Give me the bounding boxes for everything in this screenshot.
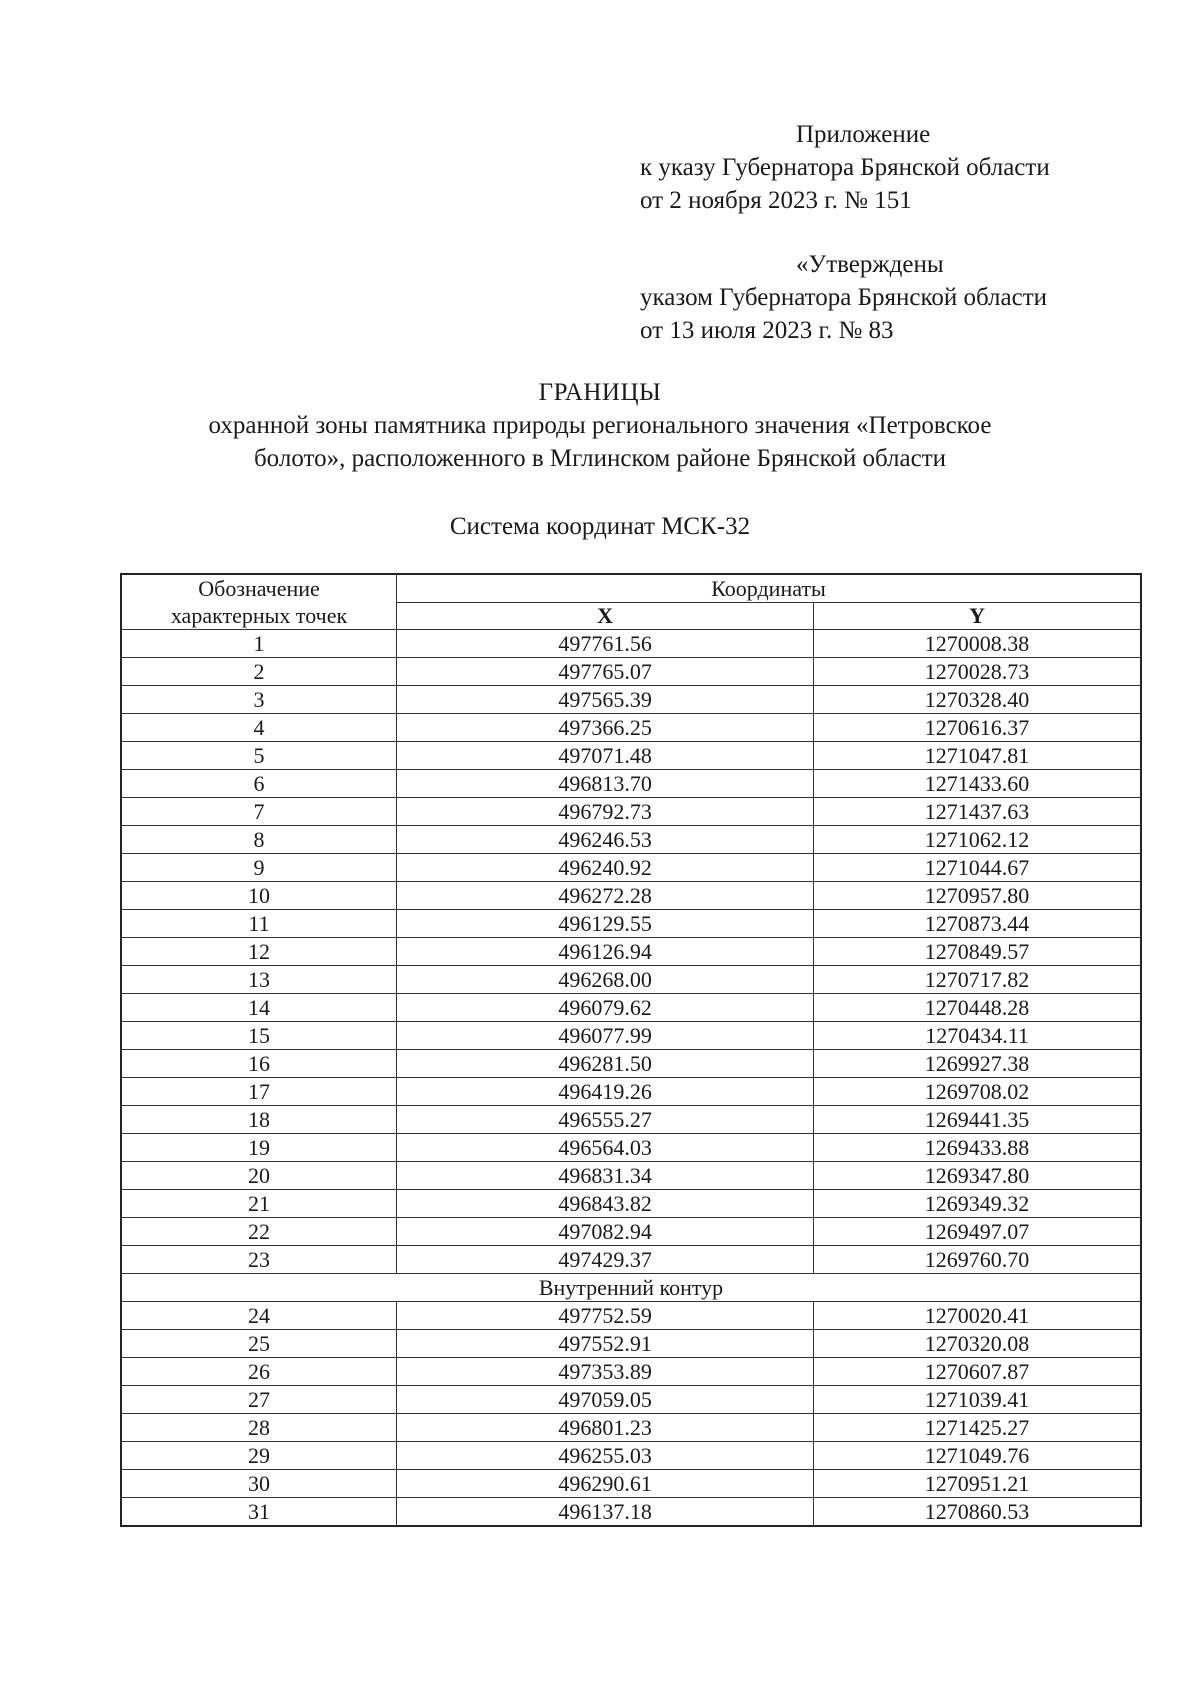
x-coordinate-cell: 497761.56 <box>397 630 814 658</box>
y-coordinate-cell: 1270020.41 <box>814 1302 1141 1330</box>
coordinates-table <box>120 573 1142 1527</box>
approved-title: «Утверждены <box>796 251 944 278</box>
approved-decree-ref: указом Губернатора Брянской области <box>640 284 1048 311</box>
annex-date-number: от 2 ноября 2023 г. № 151 <box>640 187 912 214</box>
point-number-cell: 11 <box>121 910 397 938</box>
y-coordinate-cell: 1270328.40 <box>814 686 1141 714</box>
y-coordinate-cell: 1270008.38 <box>814 630 1141 658</box>
y-coordinate-cell: 1270320.08 <box>814 1330 1141 1358</box>
x-coordinate-cell: 496129.55 <box>397 910 814 938</box>
annex-title: Приложение <box>796 121 931 148</box>
point-number-cell: 10 <box>121 882 397 910</box>
table-row <box>121 1246 1141 1274</box>
title-line-1: охранной зоны памятника природы регионального значения «Петровское <box>208 412 992 439</box>
table-row <box>121 1022 1141 1050</box>
table-row <box>121 910 1141 938</box>
table-row <box>121 882 1141 910</box>
table-row <box>121 1162 1141 1190</box>
table-row <box>121 826 1141 854</box>
table-row <box>121 1050 1141 1078</box>
table-body <box>121 630 1141 1527</box>
point-number-cell: 17 <box>121 1078 397 1106</box>
y-coordinate-cell: 1270873.44 <box>814 910 1141 938</box>
y-coordinate-cell: 1270957.80 <box>814 882 1141 910</box>
y-coordinate-cell: 1269433.88 <box>814 1134 1141 1162</box>
x-coordinate-cell: 496281.50 <box>397 1050 814 1078</box>
point-number-cell: 18 <box>121 1106 397 1134</box>
annex-block <box>640 118 1050 217</box>
x-coordinate-cell: 496792.73 <box>397 798 814 826</box>
table-row <box>121 714 1141 742</box>
point-number-cell: 2 <box>121 658 397 686</box>
y-coordinate-cell: 1271049.76 <box>814 1442 1141 1470</box>
x-coordinate-cell: 497429.37 <box>397 1246 814 1274</box>
y-coordinate-cell: 1271425.27 <box>814 1414 1141 1442</box>
table-row <box>121 1302 1141 1330</box>
table-row <box>121 1078 1141 1106</box>
x-coordinate-cell: 497082.94 <box>397 1218 814 1246</box>
table-row <box>121 1442 1141 1470</box>
point-number-cell: 5 <box>121 742 397 770</box>
document-title <box>0 376 1200 475</box>
x-coordinate-cell: 496843.82 <box>397 1190 814 1218</box>
x-coordinate-cell: 497552.91 <box>397 1330 814 1358</box>
point-number-cell: 14 <box>121 994 397 1022</box>
annex-decree-ref: к указу Губернатора Брянской области <box>640 154 1050 181</box>
point-number-cell: 8 <box>121 826 397 854</box>
point-number-cell: 9 <box>121 854 397 882</box>
table-row <box>121 1498 1141 1527</box>
y-coordinate-cell: 1271437.63 <box>814 798 1141 826</box>
x-coordinate-cell: 497366.25 <box>397 714 814 742</box>
table-row <box>121 686 1141 714</box>
approved-date-number: от 13 июля 2023 г. № 83 <box>640 317 894 344</box>
x-coordinate-cell: 497071.48 <box>397 742 814 770</box>
x-coordinate-cell: 497765.07 <box>397 658 814 686</box>
section-row <box>121 1274 1141 1302</box>
y-coordinate-cell: 1270616.37 <box>814 714 1141 742</box>
point-number-cell: 31 <box>121 1498 397 1527</box>
table-row <box>121 938 1141 966</box>
y-coordinate-cell: 1269497.07 <box>814 1218 1141 1246</box>
table-row <box>121 1134 1141 1162</box>
y-coordinate-cell: 1269760.70 <box>814 1246 1141 1274</box>
x-coordinate-cell: 496801.23 <box>397 1414 814 1442</box>
title-line-2: болото», расположенного в Мглинском районе Брянской области <box>253 445 947 472</box>
x-coordinate-cell: 496564.03 <box>397 1134 814 1162</box>
table-row <box>121 770 1141 798</box>
x-coordinate-cell: 496255.03 <box>397 1442 814 1470</box>
y-coordinate-cell: 1270717.82 <box>814 966 1141 994</box>
y-coordinate-cell: 1270434.11 <box>814 1022 1141 1050</box>
coordinate-system-label: Система координат МСК-32 <box>449 513 751 540</box>
header-coordinates: Координаты <box>397 574 1141 603</box>
table-row <box>121 798 1141 826</box>
y-coordinate-cell: 1270028.73 <box>814 658 1141 686</box>
y-coordinate-cell: 1271062.12 <box>814 826 1141 854</box>
table-row <box>121 1190 1141 1218</box>
table-row <box>121 1414 1141 1442</box>
x-coordinate-cell: 496240.92 <box>397 854 814 882</box>
table-row <box>121 966 1141 994</box>
y-coordinate-cell: 1270849.57 <box>814 938 1141 966</box>
x-coordinate-cell: 497353.89 <box>397 1358 814 1386</box>
table-row <box>121 1386 1141 1414</box>
y-coordinate-cell: 1270448.28 <box>814 994 1141 1022</box>
x-coordinate-cell: 496268.00 <box>397 966 814 994</box>
point-number-cell: 25 <box>121 1330 397 1358</box>
table-row <box>121 630 1141 658</box>
point-number-cell: 24 <box>121 1302 397 1330</box>
y-coordinate-cell: 1270607.87 <box>814 1358 1141 1386</box>
point-number-cell: 23 <box>121 1246 397 1274</box>
y-coordinate-cell: 1271039.41 <box>814 1386 1141 1414</box>
title-heading: ГРАНИЦЫ <box>538 379 662 406</box>
table-row <box>121 854 1141 882</box>
point-number-cell: 20 <box>121 1162 397 1190</box>
point-number-cell: 6 <box>121 770 397 798</box>
x-coordinate-cell: 497059.05 <box>397 1386 814 1414</box>
header-points <box>121 574 397 630</box>
header-y: Y <box>814 603 1141 630</box>
y-coordinate-cell: 1271047.81 <box>814 742 1141 770</box>
y-coordinate-cell: 1270860.53 <box>814 1498 1141 1527</box>
x-coordinate-cell: 496290.61 <box>397 1470 814 1498</box>
point-number-cell: 21 <box>121 1190 397 1218</box>
point-number-cell: 22 <box>121 1218 397 1246</box>
x-coordinate-cell: 496555.27 <box>397 1106 814 1134</box>
x-coordinate-cell: 496126.94 <box>397 938 814 966</box>
point-number-cell: 7 <box>121 798 397 826</box>
x-coordinate-cell: 496137.18 <box>397 1498 814 1527</box>
point-number-cell: 30 <box>121 1470 397 1498</box>
y-coordinate-cell: 1269347.80 <box>814 1162 1141 1190</box>
table-row <box>121 1330 1141 1358</box>
x-coordinate-cell: 496831.34 <box>397 1162 814 1190</box>
point-number-cell: 4 <box>121 714 397 742</box>
point-number-cell: 27 <box>121 1386 397 1414</box>
x-coordinate-cell: 497565.39 <box>397 686 814 714</box>
point-number-cell: 26 <box>121 1358 397 1386</box>
table-row <box>121 742 1141 770</box>
table-row <box>121 994 1141 1022</box>
y-coordinate-cell: 1269441.35 <box>814 1106 1141 1134</box>
point-number-cell: 12 <box>121 938 397 966</box>
x-coordinate-cell: 496272.28 <box>397 882 814 910</box>
table-row <box>121 1358 1141 1386</box>
table-row <box>121 1218 1141 1246</box>
point-number-cell: 19 <box>121 1134 397 1162</box>
header-points-line-2: характерных точек <box>170 603 348 628</box>
header-points-line-1: Обозначение <box>198 576 320 601</box>
x-coordinate-cell: 496246.53 <box>397 826 814 854</box>
y-coordinate-cell: 1269349.32 <box>814 1190 1141 1218</box>
point-number-cell: 28 <box>121 1414 397 1442</box>
point-number-cell: 15 <box>121 1022 397 1050</box>
y-coordinate-cell: 1270951.21 <box>814 1470 1141 1498</box>
inner-contour-label: Внутренний контур <box>121 1274 1141 1302</box>
y-coordinate-cell: 1271433.60 <box>814 770 1141 798</box>
point-number-cell: 29 <box>121 1442 397 1470</box>
point-number-cell: 1 <box>121 630 397 658</box>
y-coordinate-cell: 1271044.67 <box>814 854 1141 882</box>
table-row <box>121 1470 1141 1498</box>
approved-block <box>640 248 1047 347</box>
point-number-cell: 3 <box>121 686 397 714</box>
y-coordinate-cell: 1269708.02 <box>814 1078 1141 1106</box>
table-row <box>121 1106 1141 1134</box>
x-coordinate-cell: 497752.59 <box>397 1302 814 1330</box>
point-number-cell: 16 <box>121 1050 397 1078</box>
x-coordinate-cell: 496419.26 <box>397 1078 814 1106</box>
x-coordinate-cell: 496077.99 <box>397 1022 814 1050</box>
header-x: X <box>397 603 814 630</box>
point-number-cell: 13 <box>121 966 397 994</box>
y-coordinate-cell: 1269927.38 <box>814 1050 1141 1078</box>
x-coordinate-cell: 496079.62 <box>397 994 814 1022</box>
x-coordinate-cell: 496813.70 <box>397 770 814 798</box>
table-row <box>121 658 1141 686</box>
